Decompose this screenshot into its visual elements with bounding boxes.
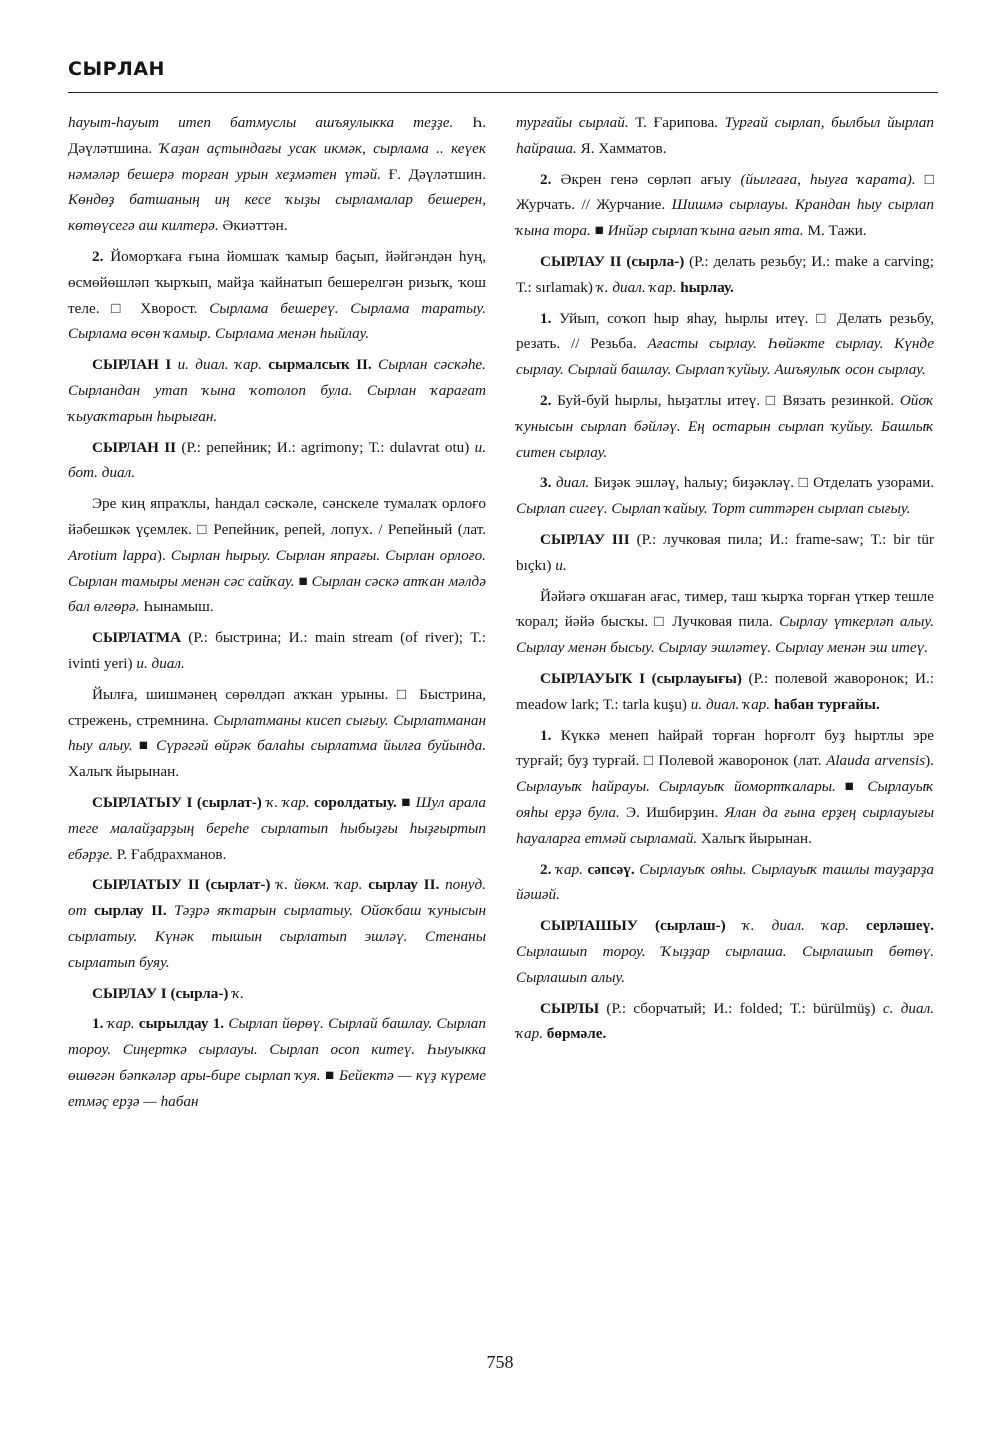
italic-run: Бейектә — күҙ күреме етмәҫ ерҙә — һабан xyxy=(68,1066,486,1110)
italic-run: Alauda arvensis xyxy=(826,752,926,770)
text-run: Я. Хамматов. xyxy=(576,139,667,157)
italic-run: ҡар. xyxy=(103,1015,135,1033)
headword-run: СЫРЛАШЫУ (сырлаш-) xyxy=(540,917,726,935)
italic-run: ҡ. ҡар. xyxy=(261,793,310,811)
entry-paragraph xyxy=(68,981,486,1007)
entry-paragraph xyxy=(516,167,934,244)
italic-run: турғайы сырлай. xyxy=(516,114,629,131)
italic-run: Ағасты сырлау. Һөйәкте сырлау. Күнде сырлау. Сырлай башлау. Сырлап ҡуйыу. Ашъяулыҡ осон сырлау. xyxy=(516,335,935,379)
text-run: ■ xyxy=(590,222,608,240)
italic-run: Сырлан сәскә атҡан мәлдә бал өлгөрә. xyxy=(68,572,486,616)
text-run: Халыҡ йырынан. xyxy=(68,763,180,781)
italic-run: и. диал. ҡар. xyxy=(171,356,262,374)
headword-run: 2. xyxy=(540,170,552,188)
italic-run: Сырлан һырыу. Сырлан япрағы. Сырлан орлоғо. Сырлан тамыры менән сәс сайҡау. xyxy=(68,546,486,590)
italic-run: Турғай сырлап, былбыл йырлап һайраша. xyxy=(516,114,934,157)
text-run: ). xyxy=(925,752,934,770)
entry-paragraph xyxy=(68,491,486,620)
entry-paragraph xyxy=(516,110,934,162)
text-run: Әкрен генә сөрләп ағыу xyxy=(551,170,741,188)
text-run: Йоморҡаға ғына йомшаҡ ҡамыр баҫып, йәйгәндән һуң, өсмөйөшләп ҡырҡып, майҙа ҡайнатып бешерелгән ризыҡ, ҡош теле. □ Хворост. xyxy=(68,247,486,317)
text-run: Халыҡ йырынан. xyxy=(697,829,812,847)
entry-paragraph xyxy=(68,435,486,487)
running-head: СЫРЛАН xyxy=(68,58,165,80)
text-run: Һ. Дәүләтшина. xyxy=(68,114,486,157)
text-run: (Р.: сборчатый; И.: folded; Т.: bürülmüş) xyxy=(599,999,883,1017)
headword-run: һырлау. xyxy=(676,278,734,296)
italic-run: Сырлап йөрөү. Сырлай башлау. Сырлап тороу. Сиңерткә сырлауы. Сырлап осоп китеү. Һыуыкка өшөгән бәпкәләр ары-бире сырлап ҡуя. xyxy=(68,1015,486,1084)
italic-run: с. диал. ҡар. xyxy=(516,999,935,1043)
header-rule xyxy=(68,92,938,93)
headword-run: СЫРЛАУ III xyxy=(540,530,630,548)
italic-run: Сырлауыҡ һайрауы. Сырлауыҡ йомортҡалары. xyxy=(516,778,836,796)
headword-run: сәпсәү. xyxy=(582,860,635,878)
italic-run: ҡ. диал. ҡар. xyxy=(725,917,849,935)
entry-paragraph xyxy=(516,723,934,852)
text-run: Йәйәгә оҡшаған ағас, тимер, таш ҡырҡа торған үткер тешле ҡорал; йәйә бысҡы. □ Лучковая пила. xyxy=(516,587,934,631)
entry-paragraph xyxy=(68,625,486,677)
headword-run: 2. xyxy=(92,247,104,265)
italic-run: Шишмә сырлауы. Крандан һыу сырлап ҡына тора. xyxy=(516,196,934,240)
entry-paragraph xyxy=(516,666,934,718)
text-run: ■ xyxy=(132,737,157,755)
italic-run: Инйәр сырлап ҡына ағып ята. xyxy=(607,222,804,240)
headword-run: СЫРЛАН I xyxy=(92,356,172,374)
text-run: (Р.: репейник; И.: agrimony; Т.: dulavrat otu) xyxy=(176,438,475,456)
italic-run: Сырлашып тороу. Ҡыҙҙар сырлаша. Сырлашып бөтөү. Сырлашып алыу. xyxy=(516,942,934,986)
entry-paragraph xyxy=(68,682,486,785)
headword-run: СЫРЛАТЫУ I (сырлат-) xyxy=(92,793,262,811)
italic-run: понуд. от xyxy=(68,876,486,920)
headword-run: серләшеү. xyxy=(848,917,934,935)
entry-paragraph xyxy=(516,913,934,990)
text-run: □ Журчать. // Журчание. xyxy=(516,170,934,214)
headword-run: 3. xyxy=(540,474,552,492)
entry-paragraph xyxy=(516,857,934,909)
headword-run: сырлау II. xyxy=(86,902,167,920)
headword-run: 1. xyxy=(92,1015,104,1033)
italic-run: Шул арала теге малайҙарҙың береһе сырлатып һыбыҙғы һыҙғыртып ебәрҙе. xyxy=(68,793,486,863)
italic-run: Ойоҡ ҡунысын сырлап бәйләү. Ең остарын сырлап ҡуйыу. Башлыҡ ситен сырлау. xyxy=(516,391,934,461)
italic-run: Ялан да ғына ерҙең сырлауығы һауаларға етмәй сырламай. xyxy=(516,803,934,847)
italic-run: Сырлан сәскәһе. Сырландан утап ҡына ҡотолоп була. Сырлан ҡарағат ҡыуаҡтарын һырыған. xyxy=(68,356,486,425)
headword-run: СЫРЛАТЫУ II (сырлат-) xyxy=(92,876,271,894)
headword-run: СЫРЛАН II xyxy=(92,438,177,456)
text-run: М. Тажи. xyxy=(803,222,867,240)
headword-run: 1. xyxy=(540,309,552,327)
entry-paragraph xyxy=(68,244,486,347)
italic-run: и. диал. ҡар. xyxy=(690,695,771,713)
entry-paragraph xyxy=(68,1011,486,1114)
italic-run: hауыт-hауыт итеп батмуслы ашъяулыкка теҙҙе. xyxy=(68,114,454,131)
italic-run: Сырлатманы кисеп сығыу. Сырлатманан һыу алыу. xyxy=(68,711,486,755)
headword-run: сырлау II. xyxy=(362,876,440,894)
headword-run: һабан турғайы. xyxy=(770,695,880,713)
text-run: ■ xyxy=(294,572,312,590)
headword-run: СЫРЛАТМА xyxy=(92,629,182,647)
text-run: Буй-буй һырлы, һыҙатлы итеү. □ Вязать резинкой. xyxy=(551,391,900,409)
headword-run: 1. xyxy=(540,726,552,744)
text-run: Р. Ғабдрахманов. xyxy=(112,845,227,863)
headword-run: сырылдау 1. xyxy=(134,1015,225,1033)
italic-run: Көндөҙ батшаның иң кесе ҡыҙы сырламалар бешерен, көтөүсегә аш килтерә. xyxy=(68,191,486,235)
text-run: Һынамыш. xyxy=(139,598,214,616)
text-run: Уйып, соҡоп һыр яһау, һырлы итеү. □ Делать резьбу, резать. // Резьба. xyxy=(516,309,934,353)
text-run: Э. Ишбирҙин. xyxy=(619,803,725,821)
text-run: ). xyxy=(156,546,171,564)
italic-run: Ҡаҙан аҫтындағы усак икмәк, сырлама .. кеүек нәмәләр бешерә торған урын хеҙмәтен үтәй. xyxy=(68,139,486,183)
text-run: Биҙәк эшләү, һалыу; биҙәкләү. □ Отделать узорами. xyxy=(589,474,934,492)
right-column xyxy=(516,110,934,1052)
italic-run: Тәҙрә яҡтарын сырлатыу. Ойоҡбаш ҡунысын сырлатыу. Күнәк тышын сырлатып эшләү. Стенаны сырлатып буяу. xyxy=(68,902,486,971)
italic-run: ҡ. йөкм. ҡар. xyxy=(270,876,363,894)
text-run: (Р.: полевой жаворонок; И.: meadow lark; Т.: tarla kuşu) xyxy=(516,669,935,713)
entry-paragraph xyxy=(68,790,486,867)
entry-paragraph xyxy=(68,352,486,429)
italic-run: (йылғаға, һыуға ҡарата). xyxy=(740,170,916,188)
text-run: Ғ. Дәүләтшин. xyxy=(381,165,486,183)
entry-paragraph xyxy=(516,306,934,383)
headword-run: сырмалсыҡ II. xyxy=(261,356,372,374)
italic-run: диал. xyxy=(551,474,590,492)
entry-paragraph xyxy=(516,388,934,465)
italic-run: ҡар. xyxy=(551,860,583,878)
text-run: (Р.: лучковая пила; И.: frame-saw; Т.: bir tür bıçkı) xyxy=(516,530,934,574)
text-run: ■ xyxy=(835,778,868,796)
text-run: ■ xyxy=(396,793,416,811)
italic-run: Сырлау үткерләп алыу. Сырлау менән бысыу. Сырлау эшләтеү. Сырлау менән эш итеү. xyxy=(516,613,934,657)
page-number: 758 xyxy=(486,1352,514,1372)
italic-run: и. диал. xyxy=(136,654,185,672)
entry-paragraph xyxy=(516,584,934,661)
italic-run: Сырлауыҡ ояһы ерҙә була. xyxy=(516,778,934,821)
italic-run: Arotium lappa xyxy=(68,546,157,564)
headword-run: СЫРЛЫ xyxy=(540,999,600,1017)
text-run: ■ xyxy=(320,1066,340,1084)
headword-run: соролдатыу. xyxy=(309,793,397,811)
headword-run: 2. xyxy=(540,860,552,878)
italic-run: ҡ. диал. ҡар. xyxy=(596,278,677,296)
text-run: (Р.: делать резьбу; И.: make a carving; Т.: sırlamak) xyxy=(516,252,934,296)
entry-paragraph xyxy=(68,110,486,239)
italic-run: Сырлап сигеү. Сырлап ҡайыу. Торт ситтәрен сырлап сығыу. xyxy=(516,500,911,518)
text-run: (Р.: быстрина; И.: main stream (of river); Т.: ivinti yeri) xyxy=(68,629,486,672)
text-run: Т. Ғарипова. xyxy=(628,114,725,131)
entry-paragraph xyxy=(516,527,934,579)
text-run: Эре киң япраҡлы, һандал сәскәле, сәнскеле тумалаҡ орлоғо йәбешкәк үҫемлек. □ Репейник, репей, лопух. / Репейный (лат. xyxy=(68,495,486,538)
entry-paragraph xyxy=(516,249,934,301)
text-run: Әкиәттән. xyxy=(218,217,288,235)
headword-run: 2. xyxy=(540,391,552,409)
entry-paragraph xyxy=(68,872,486,975)
italic-run: и. xyxy=(555,556,567,574)
headword-run: СЫРЛАУЫҠ I (сырлауығы) xyxy=(540,669,742,687)
text-run: Күккә менеп һайрай торған һорғолт буҙ һыртлы эре турғай; буҙ турғай. □ Полевой жаворонок (лат. xyxy=(516,726,934,770)
headword-run: СЫРЛАУ I (сырла-) xyxy=(92,984,229,1002)
entry-paragraph xyxy=(516,470,934,522)
text-run: Йылға, шишмәнең сөрөлдәп аҡҡан урыны. □ Быстрина, стрежень, стремнина. xyxy=(68,685,486,729)
entry-paragraph xyxy=(516,996,934,1048)
headword-run: бөрмәле. xyxy=(543,1025,607,1043)
italic-run: Сырлауыҡ ояһы. Сырлауыҡ ташлы тауҙарҙа йәшәй. xyxy=(516,860,935,904)
headword-run: СЫРЛАУ II (сырла-) xyxy=(540,252,685,270)
left-column xyxy=(68,110,486,1119)
italic-run: Сырлама бешереү. Сырлама таратыу. Сырлама өсөн ҡамыр. Сырлама менән һыйлау. xyxy=(68,299,486,343)
italic-run: Сүрәгәй өйрәк балаһы сырлатма йылға буйында. xyxy=(156,737,487,755)
italic-run: ҡ. xyxy=(228,984,245,1002)
italic-run: и. бот. диал. xyxy=(68,438,486,482)
